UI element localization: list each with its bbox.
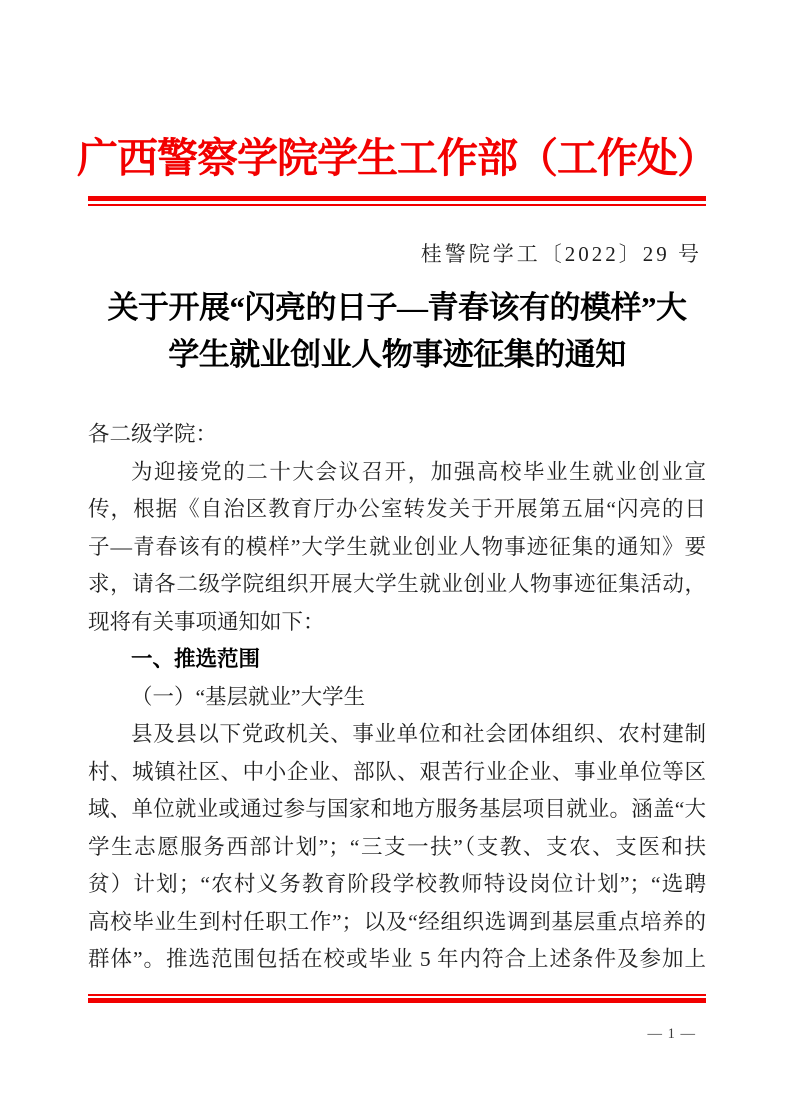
subsection-heading: （一）“基层就业”大学生 xyxy=(131,684,366,709)
document-title-line1: 关于开展“闪亮的日子—青春该有的模样”大 xyxy=(107,290,687,325)
body-line: 子—青春该有的模样”大学生就业创业人物事迹征集的通知》要 xyxy=(88,534,706,559)
body-line: 求，请各二级学院组织开展大学生就业创业人物事迹征集活动， xyxy=(88,572,706,596)
section-heading: 一、推选范围 xyxy=(131,647,261,671)
body-line: 高校毕业生到村任职工作”；以及“经组织选调到基层重点培养的 xyxy=(88,909,706,934)
body-line: 为迎接党的二十大会议召开，加强高校毕业生就业创业宣 xyxy=(131,459,706,484)
document-title xyxy=(47,284,747,378)
document-body xyxy=(88,416,706,979)
salutation-line: 各二级学院： xyxy=(88,422,218,446)
document-title-line2: 学生就业创业人物事迹征集的通知 xyxy=(168,337,626,372)
body-line: 传，根据《自治区教育厅办公室转发关于开展第五届“闪亮的日 xyxy=(88,497,706,521)
body-line: 贫）计划；“农村义务教育阶段学校教师特设岗位计划”；“选聘 xyxy=(88,872,706,896)
body-line: 群体”。推选范围包括在校或毕业 5 年内符合上述条件及参加上 xyxy=(88,947,706,971)
footer-separator-thick xyxy=(88,998,706,1003)
body-line: 县及县以下党政机关、事业单位和社会团体组织、农村建制 xyxy=(131,722,706,746)
body-line: 域、单位就业或通过参与国家和地方服务基层项目就业。涵盖“大 xyxy=(88,797,706,821)
body-line: 村、城镇社区、中小企业、部队、艰苦行业企业、事业单位等区 xyxy=(88,759,706,784)
page-number: — 1 — xyxy=(647,1026,696,1042)
body-line: 现将有关事项通知如下： xyxy=(88,609,325,634)
letterhead-org-name: 广西警察学院学生工作部（工作处） xyxy=(77,135,717,181)
footer-separator-thin xyxy=(88,994,706,996)
body-line: 学生志愿服务西部计划”；“三支一扶”（支教、支农、支医和扶 xyxy=(88,834,706,859)
letterhead-separator-thick xyxy=(88,196,706,201)
document-number: 桂警院学工〔2022〕29 号 xyxy=(420,242,702,266)
letterhead-separator-thin xyxy=(88,204,706,206)
